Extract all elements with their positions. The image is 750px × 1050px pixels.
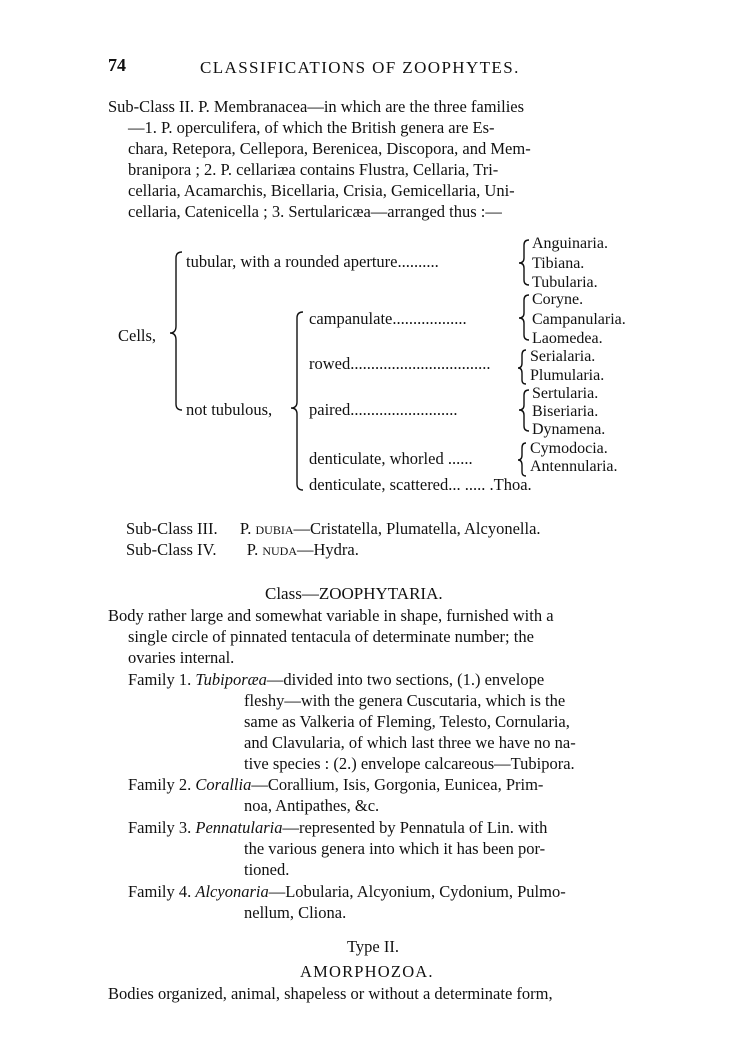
cells-label: Cells, [118,326,157,345]
family3-name: Pennatularia [195,818,283,837]
paired-row: paired.......................... [309,400,458,419]
genus: Campanularia. [532,311,626,328]
family4-line-2: nellum, Cliona. [244,903,347,922]
rowed-row: rowed.................................. [309,354,491,373]
subclass2-text: Sub-Class II. P. Membranacea—in which are the three families [108,97,525,116]
genus: Tubularia. [532,274,598,291]
genus: Coryne. [532,291,584,308]
campanulate-genera-brace [519,295,529,340]
genus: Anguinaria. [532,235,608,252]
final-line: Bodies organized, animal, shapeless or without a determinate form, [108,984,553,1003]
family4-line-1 [128,882,566,902]
genus: Plumularia. [530,367,605,384]
type-heading: Type II. [347,937,399,956]
page-number: 74 [108,55,126,75]
family2-line-2: noa, Antipathes, &c. [244,796,380,815]
genus: Antennularia. [530,458,618,475]
genus: Dynamena. [532,421,606,438]
paired-genera-brace [519,390,529,431]
subclass3-text: —Cristatella, Plumatella, Alcyonella. [293,519,541,538]
rowed-genera-brace [518,350,526,384]
family3-line-2: the various genera into which it has been por- [244,839,546,858]
family4-text: —Lobularia, Alcyonium, Cydonium, Pulmo- [268,882,566,901]
family1-name: Tubiporæa [195,670,267,689]
subclass3-name: P. dubia [239,519,294,538]
subclass3-line [126,519,541,539]
subclass2-line-5: cellaria, Acamarchis, Bicellaria, Crisia, Gemicellaria, Uni- [128,181,515,200]
family1-label: Family 1. [128,670,192,689]
genus: Tibiana. [532,255,585,272]
family1-line-4: and Clavularia, of which last three we have no na- [244,733,576,752]
subclass2-line-3: chara, Retepora, Cellepora, Berenicea, Discopora, and Mem- [128,139,531,158]
denticulate-whorled-row: denticulate, whorled ...... [309,449,473,468]
genus: Biseriaria. [532,403,599,420]
denticulate-scattered-row: denticulate, scattered... ..... .Thoa. [309,475,532,494]
family1-line-5: tive species : (2.) envelope calcareous—Tubipora. [244,754,575,773]
family1-text: —divided into two sections, (1.) envelope [266,670,545,689]
subclass2-line-6: cellaria, Catenicella ; 3. Sertularicæa—arranged thus :— [128,202,502,221]
family2-text: —Corallium, Isis, Gorgonia, Eunicea, Prim- [251,775,544,794]
not-tubulous-label: not tubulous, [186,400,273,419]
family3-line-3: tioned. [244,860,290,879]
cells-brace [170,252,182,410]
family2-label: Family 2. [128,775,192,794]
not-tubulous-brace [291,312,303,490]
campanulate-row: campanulate.................. [309,309,467,328]
body-line-1: Body rather large and somewhat variable in shape, furnished with a [108,606,554,625]
family3-line-1 [128,818,547,838]
subclass4-line [126,540,359,560]
subclass4-name: P. nuda [246,540,297,559]
subclass3-label: Sub-Class III. [126,519,218,538]
family1-line-1 [128,670,544,690]
subclass4-text: —Hydra. [296,540,359,559]
body-line-3: ovaries internal. [128,648,235,667]
tubular-row: tubular, with a rounded aperture.......... [186,252,439,271]
running-title: CLASSIFICATIONS OF ZOOPHYTES. [200,58,520,77]
class-heading: Class—ZOOPHYTARIA. [265,584,443,603]
amorphozoa-heading: AMORPHOZOA. [300,962,434,981]
subclass4-label: Sub-Class IV. [126,540,217,559]
tubular-genera-brace [519,240,529,285]
whorled-genera-brace [518,443,526,476]
body-line-2: single circle of pinnated tentacula of determinate number; the [128,627,534,646]
family4-name: Alcyonaria [195,882,269,901]
family3-text: —represented by Pennatula of Lin. with [282,818,548,837]
family1-line-3: same as Valkeria of Fleming, Telesto, Cornularia, [244,712,570,731]
subclass2-line-4: branipora ; 2. P. cellariæa contains Flustra, Cellaria, Tri- [128,160,499,179]
genus: Sertularia. [532,385,599,402]
family2-name: Corallia [195,775,252,794]
subclass2-line-2: —1. P. operculifera, of which the British genera are Es- [128,118,495,137]
family3-label: Family 3. [128,818,192,837]
family4-label: Family 4. [128,882,192,901]
genus: Cymodocia. [530,440,608,457]
family2-line-1 [128,775,543,795]
genus: Laomedea. [532,330,603,347]
genus: Serialaria. [530,348,596,365]
family1-line-2: fleshy—with the genera Cuscutaria, which is the [244,691,566,710]
